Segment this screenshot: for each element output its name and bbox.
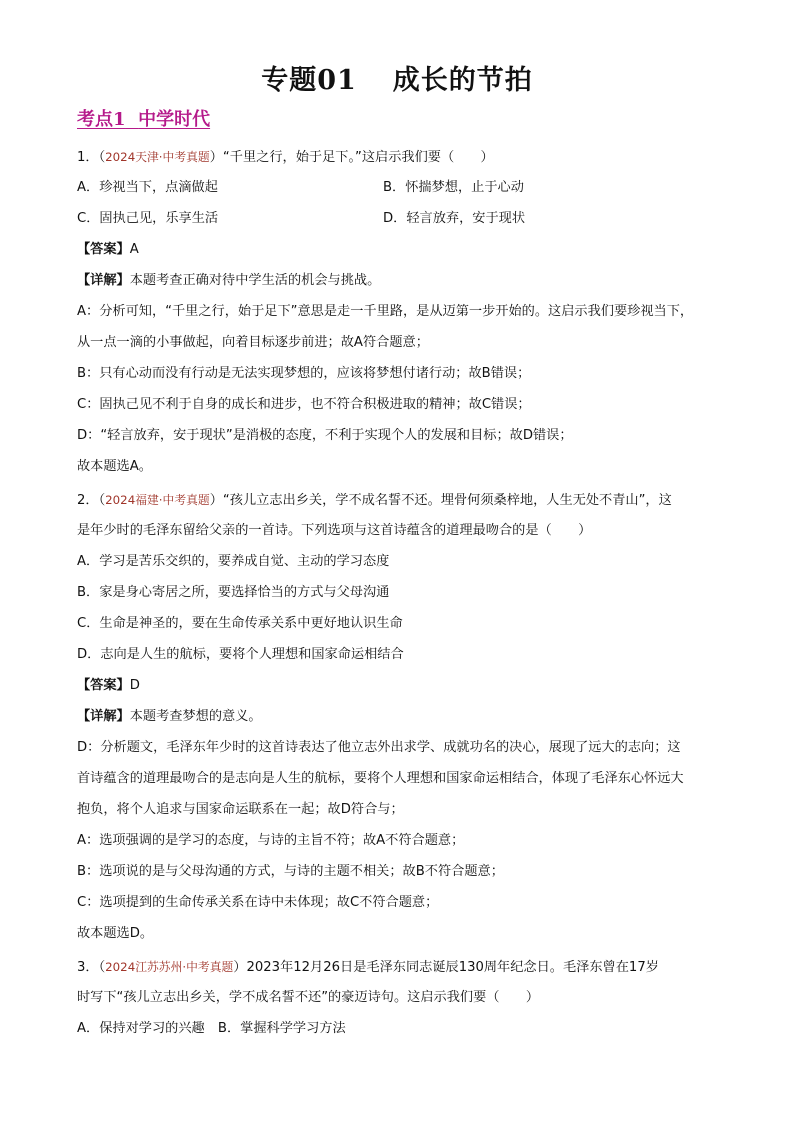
section-name: 中学时代 — [138, 109, 211, 130]
q2-answer-value: D — [129, 678, 140, 693]
q2-conclusion: 故本题选D。 — [77, 926, 154, 941]
section-heading — [77, 105, 210, 131]
q2-stem — [77, 490, 672, 511]
q3-stem — [77, 957, 659, 978]
q1-answer-label: 【答案】 — [77, 242, 130, 257]
q2-explanation-line: D：分析题文，毛泽东年少时的这首诗表达了他立志外出求学、成就功名的决心，展现了远大的志向；这 — [77, 740, 681, 755]
q1-detail-label: 【详解】 — [77, 273, 130, 288]
q2-explanation-line: A：选项强调的是学习的态度，与诗的主旨不符；故A不符合题意； — [77, 833, 465, 848]
q2-option-b: B．家是身心寄居之所，要选择恰当的方式与父母沟通 — [77, 585, 390, 600]
q2-explanation-line: C：选项提到的生命传承关系在诗中未体现；故C不符合题意； — [77, 895, 439, 910]
q1-explanation-line: A：分析可知，“千里之行，始于足下”意思是走一千里路，是从迈第一步开始的。这启示我们要珍视当下， — [77, 304, 694, 319]
title-main: 专题01 — [261, 65, 357, 96]
q2-stem-continued: 是年少时的毛泽东留给父亲的一首诗。下列选项与这首诗蕴含的道理最吻合的是（ ） — [77, 523, 592, 538]
q2-answer-label: 【答案】 — [77, 678, 130, 693]
q2-source: 2024福建·中考真题 — [105, 493, 210, 507]
q2-option-a: A．学习是苦乐交织的，要养成自觉、主动的学习态度 — [77, 554, 390, 569]
q1-conclusion: 故本题选A。 — [77, 459, 152, 474]
q2-source-close: ） — [209, 493, 223, 508]
q2-number: 2．（ — [77, 493, 106, 508]
q3-source-close: ） — [233, 960, 247, 975]
q2-answer — [77, 676, 140, 696]
q1-explanation-line: B：只有心动而没有行动是无法实现梦想的，应该将梦想付诸行动；故B错误； — [77, 366, 531, 381]
q1-option-b: B．怀揣梦想，止于心动 — [383, 180, 524, 195]
q2-explanation-line: 抱负，将个人追求与国家命运联系在一起；故D符合与； — [77, 802, 404, 817]
q1-number: 1．（ — [77, 150, 106, 165]
q1-answer-value: A — [129, 242, 139, 257]
q1-explanation-line: C：固执己见不利于自身的成长和进步，也不符合积极进取的精神；故C错误； — [77, 397, 531, 412]
section-label: 考点1 — [77, 109, 126, 130]
q2-detail-label: 【详解】 — [77, 709, 130, 724]
q1-source: 2024天津·中考真题 — [105, 150, 210, 164]
q2-stem-text: “孩儿立志出乡关，学不成名誓不还。埋骨何须桑梓地，人生无处不青山”，这 — [222, 493, 672, 508]
q2-explanation-line: 首诗蕴含的道理最吻合的是志向是人生的航标，要将个人理想和国家命运相结合，体现了毛泽东心怀远大 — [77, 771, 684, 786]
q2-option-d: D．志向是人生的航标，要将个人理想和国家命运相结合 — [77, 647, 404, 662]
q1-detail-text: 本题考查正确对待中学生活的机会与挑战。 — [129, 273, 381, 288]
q1-explanation-line: D：“轻言放弃，安于现状”是消极的态度，不利于实现个人的发展和目标；故D错误； — [77, 428, 573, 443]
page-title — [0, 58, 794, 97]
q1-option-d: D．轻言放弃，安于现状 — [383, 211, 526, 226]
q1-stem-text: “千里之行，始于足下。”这启示我们要（ ） — [222, 150, 494, 165]
q3-stem-text: 2023年12月26日是毛泽东同志诞辰130周年纪念日。毛泽东曾在17岁 — [246, 960, 659, 975]
q2-detail — [77, 707, 262, 727]
q1-stem — [77, 147, 494, 168]
q2-detail-text: 本题考查梦想的意义。 — [129, 709, 262, 724]
q2-option-c: C．生命是神圣的，要在生命传承关系中更好地认识生命 — [77, 616, 403, 631]
q1-source-close: ） — [209, 150, 223, 165]
q1-option-a: A．珍视当下，点滴做起 — [77, 180, 218, 195]
q1-detail — [77, 271, 380, 291]
q2-explanation-line: B：选项说的是与父母沟通的方式，与诗的主题不相关；故B不符合题意； — [77, 864, 504, 879]
q1-explanation-line: 从一点一滴的小事做起，向着目标逐步前进；故A符合题意； — [77, 335, 429, 350]
q3-source: 2024江苏苏州·中考真题 — [105, 960, 234, 974]
title-sub: 成长的节拍 — [392, 65, 533, 96]
q1-option-c: C．固执己见，乐享生活 — [77, 211, 219, 226]
q3-options: A．保持对学习的兴趣 B．掌握科学学习方法 — [77, 1021, 346, 1036]
q1-answer — [77, 240, 139, 260]
q3-stem-continued: 时写下“孩儿立志出乡关，学不成名誓不还”的豪迈诗句。这启示我们要（ ） — [77, 990, 540, 1005]
q3-number: 3．（ — [77, 960, 106, 975]
